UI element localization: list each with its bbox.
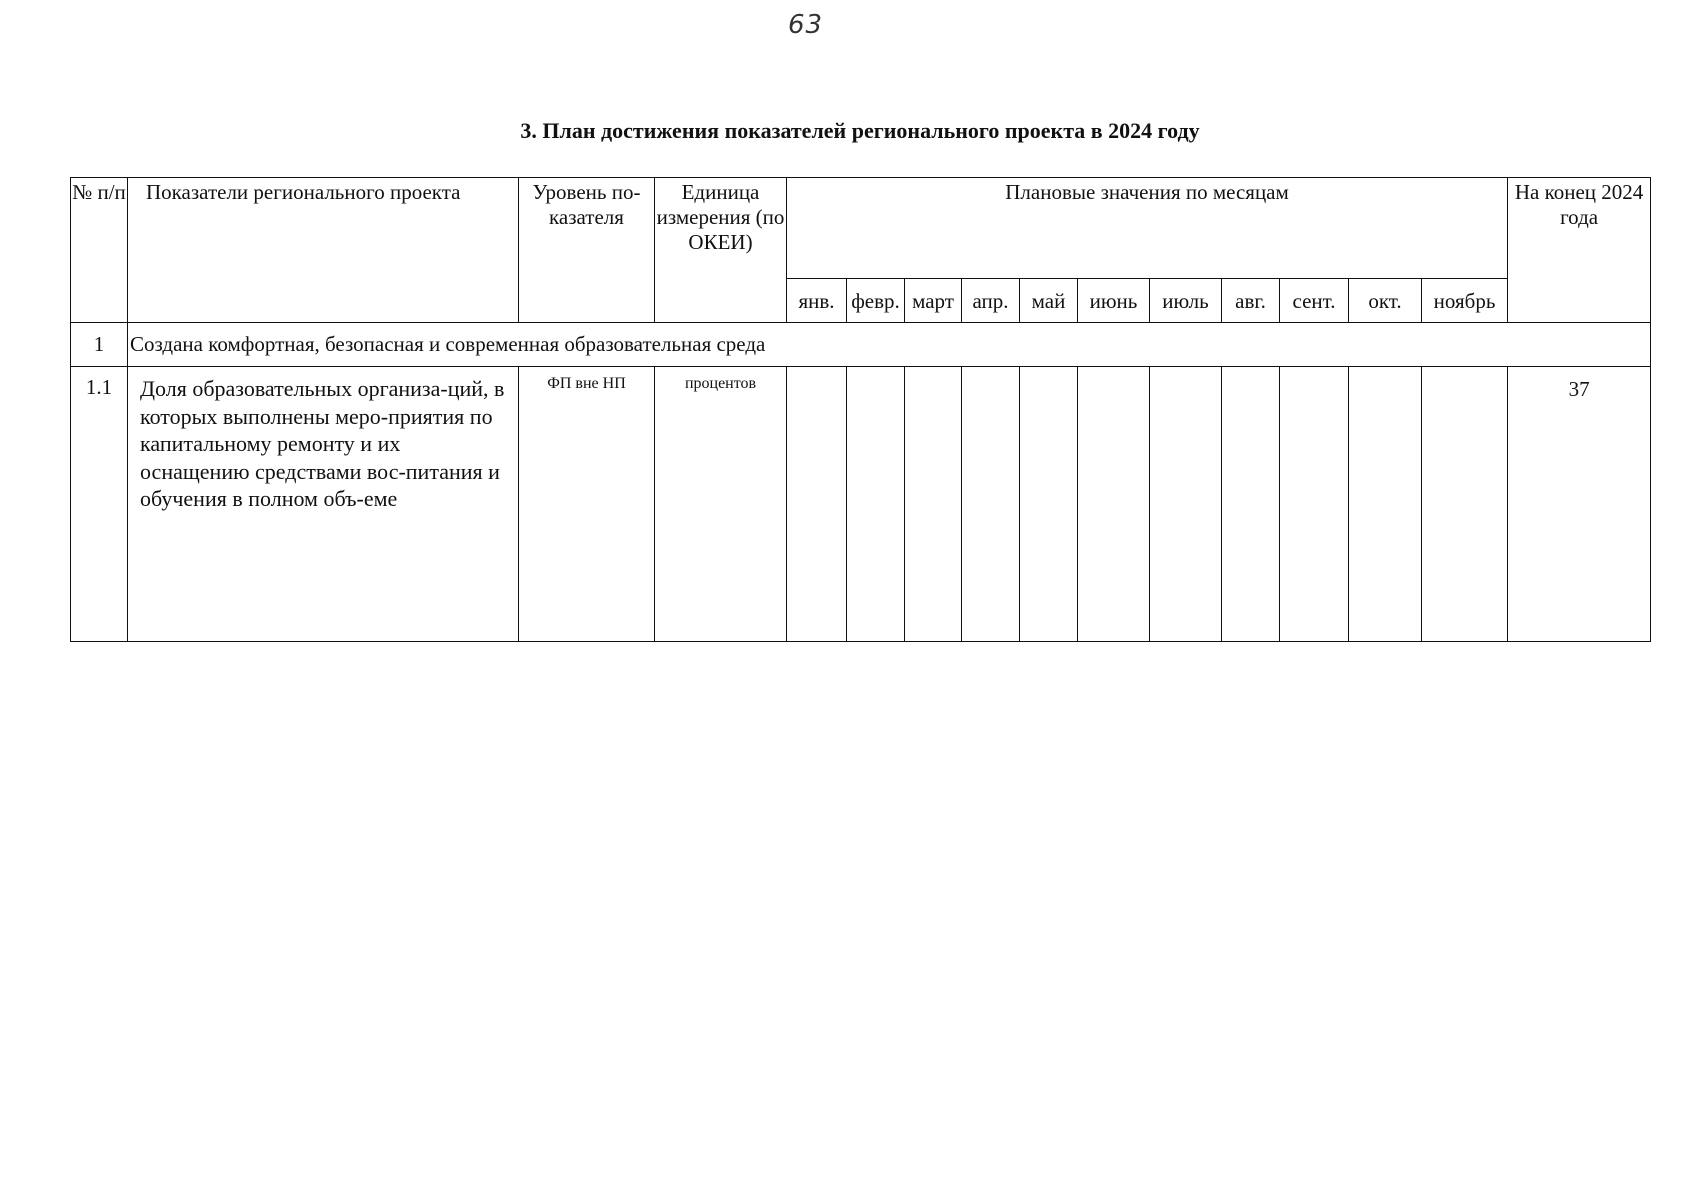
section-title: Создана комфортная, безопасная и современная образовательная среда	[128, 323, 1651, 367]
header-row	[71, 178, 1651, 279]
header-monthly: Плановые значения по месяцам	[787, 178, 1508, 279]
row-value-may	[1020, 367, 1078, 642]
page-number: 63	[788, 10, 824, 40]
row-value-feb	[847, 367, 905, 642]
month-jul: июль	[1150, 279, 1222, 323]
month-feb: февр.	[847, 279, 905, 323]
row-num: 1.1	[71, 367, 128, 642]
row-value-nov	[1422, 367, 1508, 642]
header-indicator: Показатели регионального проекта	[128, 178, 519, 323]
header-year-end: На конец 2024 года	[1508, 178, 1651, 323]
month-aug: авг.	[1222, 279, 1280, 323]
row-year-end: 37	[1508, 367, 1651, 642]
row-value-aug	[1222, 367, 1280, 642]
row-value-apr	[962, 367, 1020, 642]
month-jun: июнь	[1078, 279, 1150, 323]
row-value-jul	[1150, 367, 1222, 642]
month-jan: янв.	[787, 279, 847, 323]
row-value-sep	[1280, 367, 1349, 642]
month-sep: сент.	[1280, 279, 1349, 323]
month-oct: окт.	[1349, 279, 1422, 323]
row-value-oct	[1349, 367, 1422, 642]
row-value-mar	[905, 367, 962, 642]
table-row	[71, 367, 1651, 642]
row-value-jun	[1078, 367, 1150, 642]
indicators-plan-table	[70, 177, 1651, 642]
month-nov: ноябрь	[1422, 279, 1508, 323]
header-unit: Единица измерения (по ОКЕИ)	[655, 178, 787, 323]
document-title: 3. План достижения показателей регионального проекта в 2024 году	[520, 118, 1200, 143]
row-level: ФП вне НП	[519, 367, 655, 642]
header-level: Уровень по-казателя	[519, 178, 655, 323]
row-value-jan	[787, 367, 847, 642]
row-unit: процентов	[655, 367, 787, 642]
month-mar: март	[905, 279, 962, 323]
month-apr: апр.	[962, 279, 1020, 323]
month-may: май	[1020, 279, 1078, 323]
header-num: № п/п	[71, 178, 128, 323]
row-indicator: Доля образовательных организа-ций, в которых выполнены меро-приятия по капитальному ремонту и их оснащению средствами вос-питания и обучения в полном объ-еме	[128, 367, 519, 642]
section-row	[71, 323, 1651, 367]
section-num: 1	[71, 323, 128, 367]
